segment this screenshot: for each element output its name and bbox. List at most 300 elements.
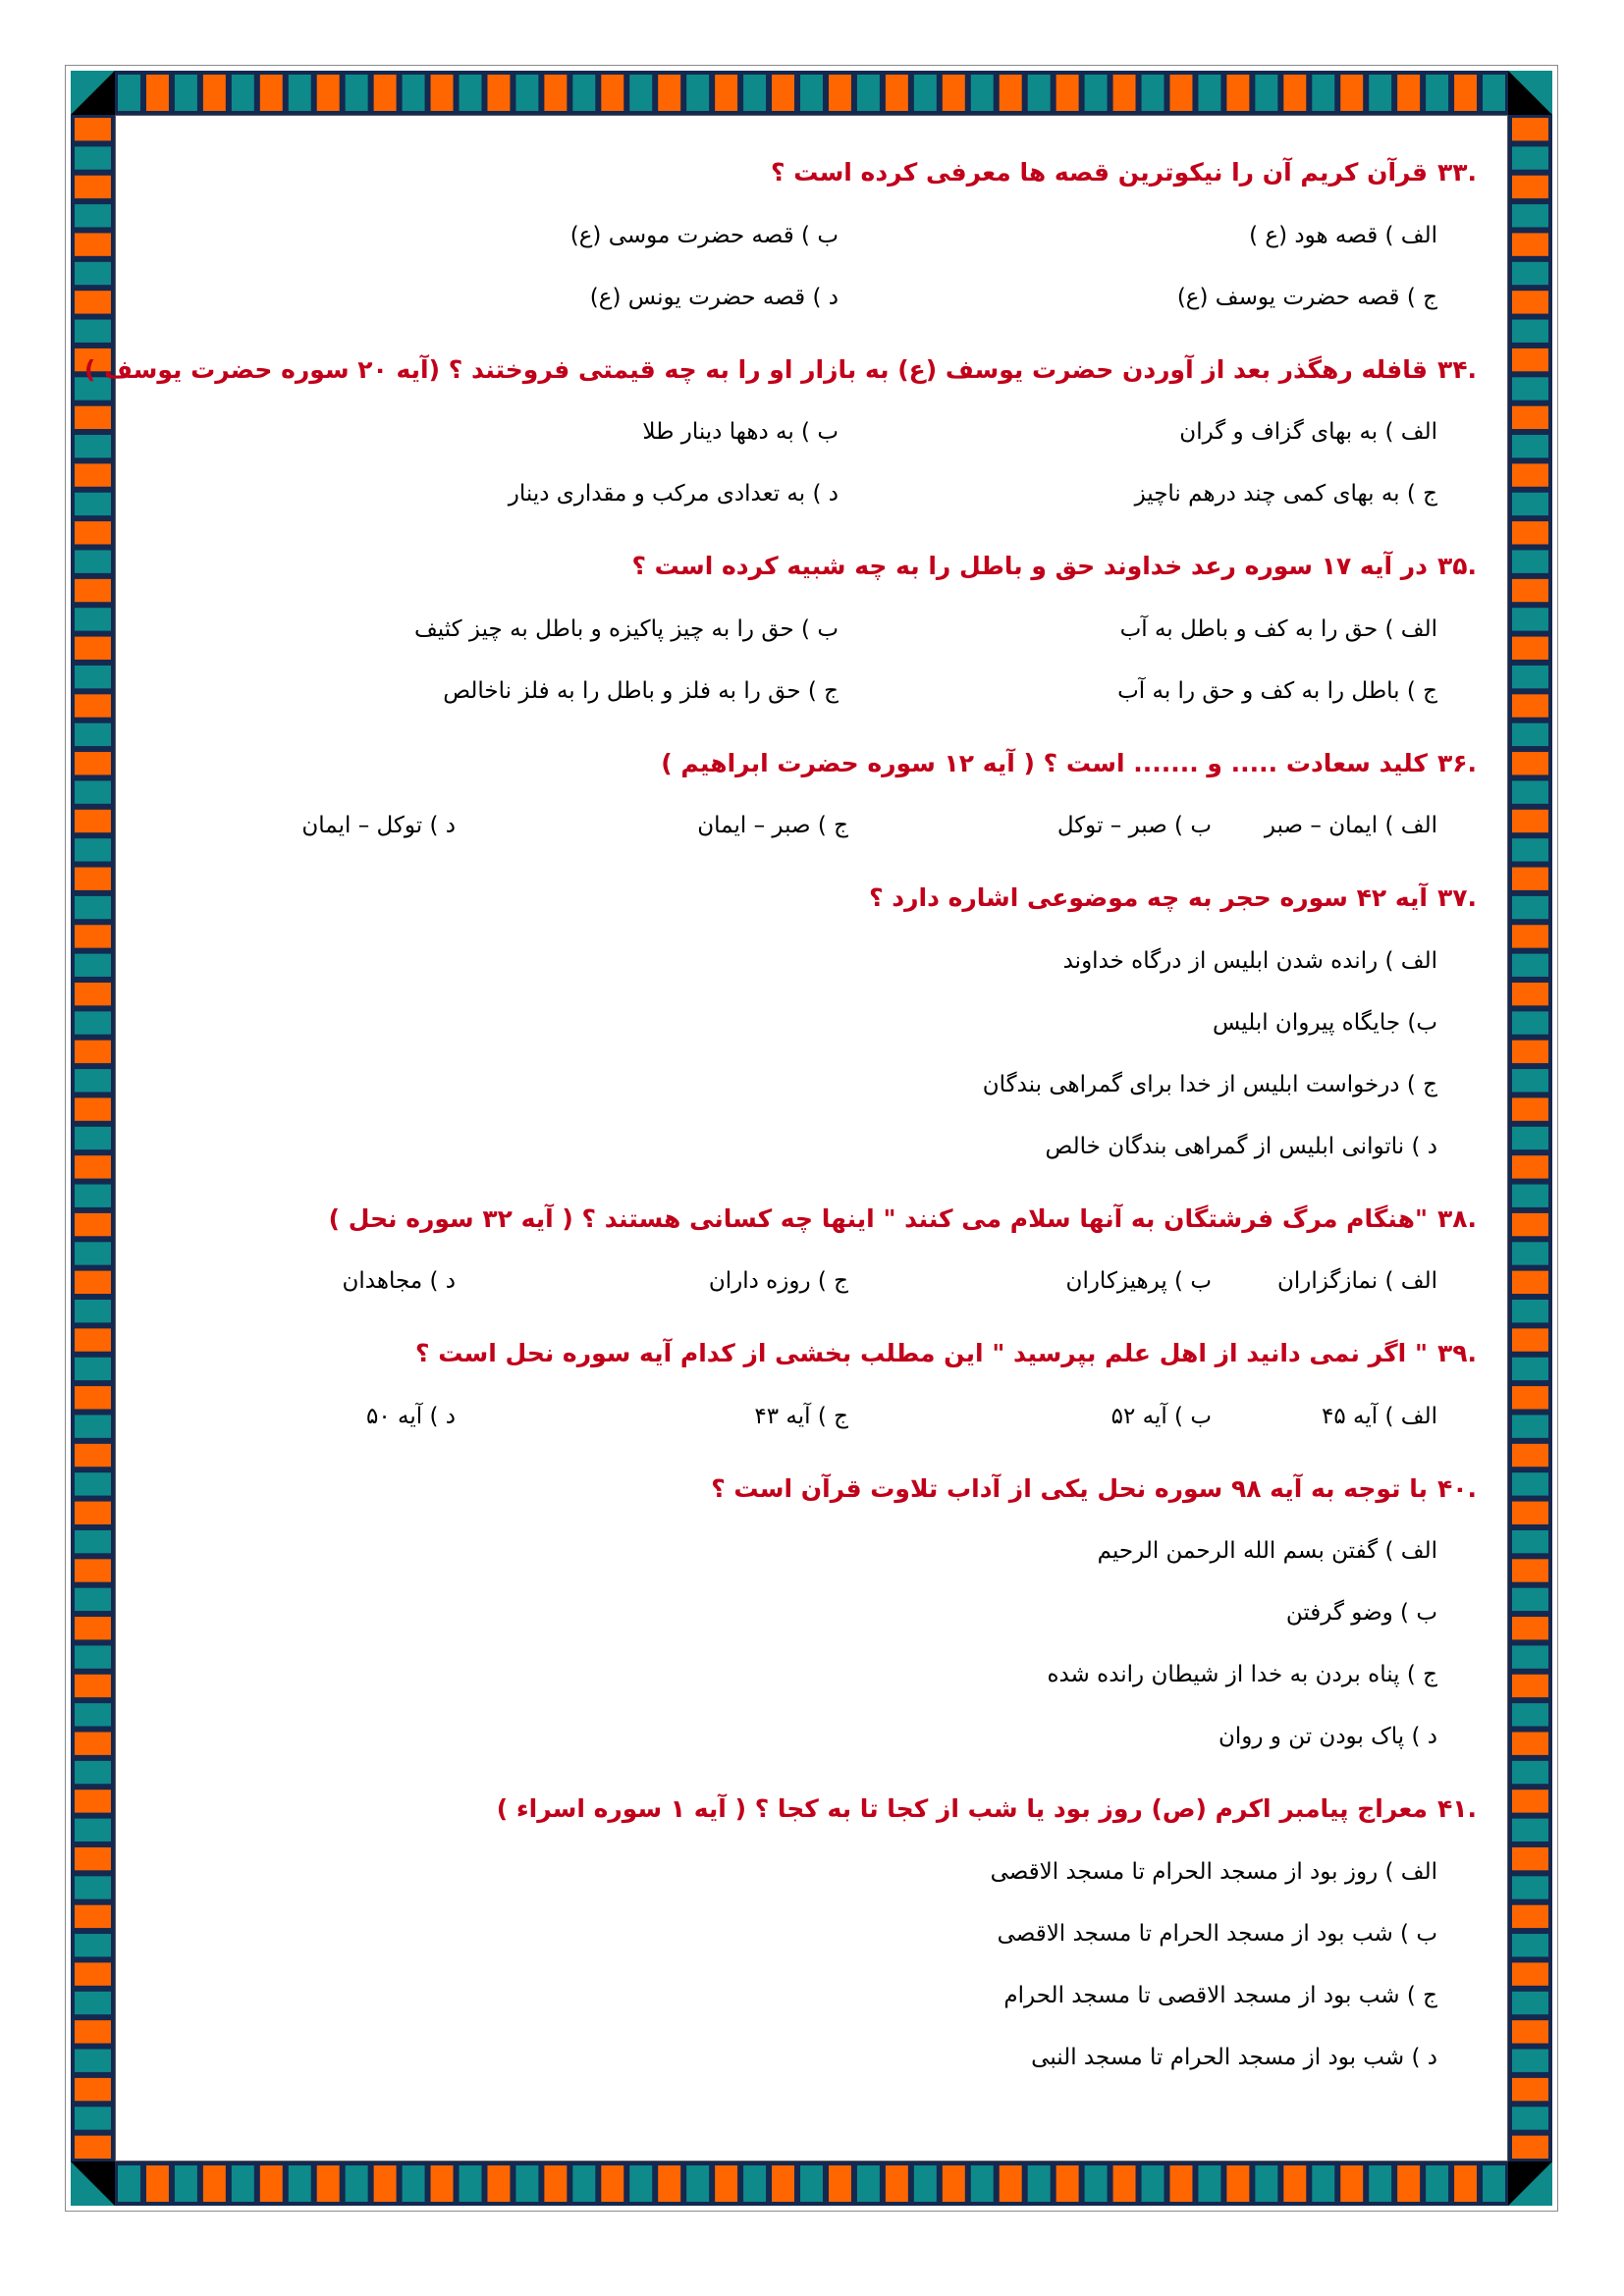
border-tile bbox=[1511, 376, 1549, 400]
border-tile bbox=[1511, 405, 1549, 430]
border-tile bbox=[1141, 74, 1165, 112]
border-tile bbox=[430, 2164, 455, 2203]
answer-option[interactable]: الف ) به بهای گزاف و گران bbox=[1179, 419, 1437, 445]
answer-option[interactable]: د ) ناتوانی ابلیس از گمراهی بندگان خالص bbox=[1045, 1133, 1437, 1159]
border-tile bbox=[1511, 1674, 1549, 1698]
answer-option[interactable]: الف ) گفتن بسم الله الرحمن الرحیم bbox=[1097, 1538, 1437, 1564]
answer-option[interactable]: ج ) صبر – ایمان bbox=[697, 813, 848, 838]
border-tile bbox=[74, 1760, 112, 1785]
border-tile bbox=[316, 2164, 341, 2203]
border-tile bbox=[1511, 145, 1549, 170]
answer-option[interactable]: ج ) آیه ۴۳ bbox=[754, 1403, 848, 1429]
answer-option[interactable]: د ) پاک بودن تن و روان bbox=[1218, 1724, 1437, 1749]
border-tile bbox=[1511, 1010, 1549, 1035]
option-row bbox=[147, 219, 1477, 281]
border-tile bbox=[402, 74, 426, 112]
answer-option[interactable]: ب ) آیه ۵۲ bbox=[1110, 1403, 1212, 1429]
border-tile bbox=[74, 1616, 112, 1640]
border-tile bbox=[74, 1818, 112, 1842]
border-tile bbox=[742, 2164, 767, 2203]
border-tile bbox=[74, 1385, 112, 1410]
border-tile bbox=[74, 1587, 112, 1612]
answer-option[interactable]: د ) توکل – ایمان bbox=[301, 813, 456, 838]
answer-option[interactable]: الف ) نمازگزاران bbox=[1276, 1268, 1437, 1294]
border-tile bbox=[74, 1212, 112, 1237]
question-title bbox=[147, 157, 1477, 189]
question bbox=[147, 882, 1477, 1203]
border-tile bbox=[1511, 2049, 1549, 2073]
border-tile bbox=[459, 74, 483, 112]
question-number: .۳۶ bbox=[1436, 748, 1477, 777]
border-tile bbox=[1311, 2164, 1335, 2203]
border-tile bbox=[1511, 261, 1549, 286]
question-number: .۴۱ bbox=[1436, 1794, 1477, 1823]
answer-option[interactable]: ب ) حق را به چیز پاکیزه و باطل به چیز کثیف bbox=[413, 615, 839, 642]
border-tile bbox=[74, 232, 112, 256]
border-tile bbox=[913, 2164, 938, 2203]
border-tile bbox=[74, 1674, 112, 1698]
border-tile bbox=[117, 74, 141, 112]
border-tile bbox=[74, 982, 112, 1006]
answer-options bbox=[147, 613, 1477, 736]
question bbox=[147, 551, 1477, 748]
border-tile bbox=[1511, 1385, 1549, 1410]
border-tile bbox=[1511, 1789, 1549, 1813]
border-tile bbox=[771, 2164, 795, 2203]
border-tile bbox=[1339, 2164, 1364, 2203]
answer-option[interactable]: د ) شب بود از مسجد الحرام تا مسجد النبی bbox=[1031, 2044, 1437, 2070]
border-tile bbox=[74, 751, 112, 775]
border-tile bbox=[1511, 1875, 1549, 1899]
border-tile bbox=[74, 145, 112, 170]
border-tile bbox=[1511, 1587, 1549, 1612]
border-tile bbox=[74, 1501, 112, 1525]
answer-option[interactable]: د ) مجاهدان bbox=[342, 1268, 456, 1294]
answer-option[interactable]: ب ) قصه حضرت موسی (ع) bbox=[569, 222, 839, 248]
border-tile bbox=[1511, 347, 1549, 372]
border-tile bbox=[1482, 74, 1506, 112]
border-tile bbox=[288, 74, 312, 112]
border-tile bbox=[1511, 434, 1549, 458]
border-tile bbox=[543, 2164, 568, 2203]
border-tile bbox=[202, 74, 227, 112]
border-tile bbox=[856, 74, 881, 112]
answer-option[interactable]: ج ) شب بود از مسجد الاقصی تا مسجد الحرام bbox=[1003, 1982, 1437, 2008]
answer-option[interactable]: ج ) حق را به فلز و باطل را به فلز ناخالص bbox=[443, 677, 839, 704]
question-title bbox=[147, 551, 1477, 583]
question-title bbox=[147, 1793, 1477, 1826]
border-tile bbox=[1112, 74, 1137, 112]
border-tile bbox=[74, 434, 112, 458]
border-tile bbox=[74, 1644, 112, 1669]
question-title bbox=[147, 1338, 1477, 1370]
border-tile bbox=[942, 74, 966, 112]
border-tile bbox=[174, 2164, 198, 2203]
border-tile bbox=[74, 867, 112, 891]
border-tile bbox=[1112, 2164, 1137, 2203]
border-tile bbox=[1511, 1471, 1549, 1496]
border-tile bbox=[1511, 1068, 1549, 1093]
border-tile bbox=[799, 2164, 824, 2203]
border-tile bbox=[1368, 74, 1392, 112]
border-tile bbox=[1511, 1732, 1549, 1756]
border-tile bbox=[571, 74, 596, 112]
answer-options bbox=[147, 944, 1477, 1192]
answer-option[interactable]: ب ) شب بود از مسجد الحرام تا مسجد الاقصی bbox=[997, 1920, 1437, 1947]
question bbox=[147, 157, 1477, 354]
border-tile bbox=[202, 2164, 227, 2203]
answer-option[interactable]: ج ) پناه بردن به خدا از شیطان رانده شده bbox=[1047, 1662, 1437, 1687]
question-text: آیه ۴۲ سوره حجر به چه موضوعی اشاره دارد ؟ bbox=[869, 883, 1428, 912]
border-tile bbox=[74, 1299, 112, 1323]
border-tile bbox=[1511, 982, 1549, 1006]
answer-option[interactable]: الف ) روز بود از مسجد الحرام تا مسجد الاقصی bbox=[990, 1858, 1437, 1885]
border-tile bbox=[74, 117, 112, 141]
border-tile bbox=[74, 953, 112, 978]
border-tile bbox=[742, 74, 767, 112]
border-tile bbox=[74, 2049, 112, 2073]
border-tile bbox=[1511, 1040, 1549, 1064]
answer-option[interactable]: ب) جایگاه پیروان ابلیس bbox=[1212, 1009, 1437, 1036]
answer-option[interactable]: الف ) حق را به کف و باطل به آب bbox=[1119, 615, 1437, 642]
border-tile bbox=[1511, 953, 1549, 978]
answer-option[interactable]: د ) آیه ۵۰ bbox=[366, 1403, 456, 1429]
answer-option[interactable]: ب ) وضو گرفتن bbox=[1285, 1600, 1437, 1626]
border-tile bbox=[1425, 74, 1449, 112]
question-list bbox=[83, 157, 1477, 2114]
border-tile bbox=[1511, 1443, 1549, 1468]
border-tile bbox=[74, 809, 112, 833]
border-tile bbox=[74, 1010, 112, 1035]
border-tile bbox=[430, 74, 455, 112]
border-tile bbox=[74, 405, 112, 430]
question-number: .۳۵ bbox=[1436, 552, 1477, 580]
answer-option[interactable]: ج ) باطل را به کف و حق را به آب bbox=[1117, 677, 1437, 704]
border-tile bbox=[970, 74, 995, 112]
border-tile bbox=[1511, 1414, 1549, 1438]
border-tile bbox=[74, 924, 112, 948]
question bbox=[147, 1793, 1477, 2114]
border-tile bbox=[74, 2135, 112, 2160]
answer-options bbox=[147, 219, 1477, 343]
border-tile bbox=[74, 1126, 112, 1150]
border-tile bbox=[74, 837, 112, 862]
border-tile bbox=[1511, 665, 1549, 689]
question-title bbox=[147, 882, 1477, 915]
border-tile bbox=[486, 2164, 511, 2203]
border-tile bbox=[1482, 2164, 1506, 2203]
answer-option[interactable]: د ) به تعدادی مرکب و مقداری دینار bbox=[508, 481, 839, 507]
border-tile bbox=[1511, 809, 1549, 833]
answer-option[interactable]: د ) قصه حضرت یونس (ع) bbox=[589, 284, 839, 310]
border-tile bbox=[1511, 1760, 1549, 1785]
border-tile bbox=[1511, 1846, 1549, 1871]
border-tile bbox=[714, 74, 738, 112]
border-tile bbox=[1282, 74, 1307, 112]
border-tile bbox=[600, 2164, 624, 2203]
border-tile bbox=[1225, 74, 1250, 112]
border-tile bbox=[1254, 74, 1278, 112]
border-tile bbox=[1027, 2164, 1052, 2203]
border-tile bbox=[1511, 1818, 1549, 1842]
border-tile bbox=[145, 74, 170, 112]
border-tile bbox=[459, 2164, 483, 2203]
border-tile bbox=[74, 1732, 112, 1756]
border-tile bbox=[1511, 1702, 1549, 1727]
question-text: "هنگام مرگ فرشتگان به آنها سلام می کنند " اینها چه کسانی هستند ؟ ( آیه ۳۲ سوره نحل ) bbox=[328, 1203, 1428, 1233]
border-tile bbox=[74, 1961, 112, 1986]
border-tile bbox=[74, 290, 112, 314]
border-tile bbox=[74, 722, 112, 747]
border-tile bbox=[1511, 1529, 1549, 1554]
border-tile bbox=[145, 2164, 170, 2203]
question-title bbox=[147, 748, 1477, 780]
border-tile bbox=[1425, 2164, 1449, 2203]
border-tile bbox=[1396, 74, 1421, 112]
question-number: .۳۷ bbox=[1436, 883, 1477, 912]
option-row bbox=[147, 674, 1477, 736]
border-tile bbox=[1511, 2019, 1549, 2044]
border-tile bbox=[74, 2106, 112, 2130]
border-tile bbox=[543, 74, 568, 112]
border-tile bbox=[1511, 867, 1549, 891]
border-tile bbox=[74, 1471, 112, 1496]
border-tile bbox=[74, 1154, 112, 1179]
border-tile bbox=[1511, 2077, 1549, 2102]
border-tile bbox=[1056, 74, 1080, 112]
border-tile bbox=[74, 520, 112, 545]
border-tile bbox=[1511, 290, 1549, 314]
border-tile bbox=[74, 1904, 112, 1929]
border-tile bbox=[288, 2164, 312, 2203]
border-tile bbox=[1511, 1327, 1549, 1352]
question-number: .۳۴ bbox=[1436, 354, 1477, 384]
border-tile bbox=[117, 2164, 141, 2203]
border-tile bbox=[74, 1270, 112, 1295]
border-tile bbox=[74, 693, 112, 718]
border-tile bbox=[1168, 74, 1193, 112]
answer-option[interactable]: الف ) رانده شدن ابلیس از درگاه خداوند bbox=[1062, 947, 1437, 974]
border-tile bbox=[1511, 636, 1549, 661]
border-tile bbox=[1027, 74, 1052, 112]
border-tile bbox=[345, 74, 369, 112]
border-tile bbox=[1511, 1501, 1549, 1525]
border-tile bbox=[1511, 693, 1549, 718]
question-number: .۳۸ bbox=[1436, 1203, 1477, 1233]
border-tile bbox=[970, 2164, 995, 2203]
border-tile bbox=[1511, 1154, 1549, 1179]
border-tile bbox=[74, 607, 112, 631]
border-tile bbox=[373, 2164, 398, 2203]
border-tile bbox=[74, 578, 112, 603]
border-tile bbox=[1511, 2135, 1549, 2160]
border-tile bbox=[74, 1068, 112, 1093]
border-tile bbox=[74, 261, 112, 286]
question-text: کلید سعادت ..... و ....... است ؟ ( آیه ۱۲ سوره حضرت ابراهیم ) bbox=[661, 748, 1428, 777]
answer-option[interactable]: الف ) آیه ۴۵ bbox=[1322, 1403, 1437, 1429]
border-tile bbox=[1511, 1991, 1549, 2015]
question bbox=[147, 1338, 1477, 1473]
border-tile bbox=[1168, 2164, 1193, 2203]
border-tile bbox=[885, 74, 909, 112]
border-tile bbox=[74, 665, 112, 689]
answer-option[interactable]: ب ) به دهها دینار طلا bbox=[642, 419, 839, 445]
border-tile bbox=[1511, 1933, 1549, 1957]
answer-option[interactable]: ب ) پرهیزکاران bbox=[1065, 1268, 1212, 1294]
border-tile bbox=[74, 779, 112, 804]
answer-option[interactable]: ج ) به بهای کمی چند درهم ناچیز bbox=[1134, 481, 1437, 507]
border-tile bbox=[999, 74, 1023, 112]
answer-options bbox=[147, 1534, 1477, 1782]
border-tile bbox=[1511, 175, 1549, 199]
border-tile bbox=[828, 2164, 852, 2203]
border-tile bbox=[259, 74, 284, 112]
border-tile bbox=[402, 2164, 426, 2203]
border-tile bbox=[1197, 2164, 1221, 2203]
answer-option[interactable]: الف ) قصه هود (ع ) bbox=[1249, 222, 1437, 248]
answer-option[interactable]: ب ) صبر – توکل bbox=[1056, 813, 1212, 838]
border-tile bbox=[1511, 232, 1549, 256]
border-tile bbox=[1511, 1961, 1549, 1986]
border-tile bbox=[657, 2164, 681, 2203]
border-tile bbox=[685, 74, 710, 112]
border-tile bbox=[74, 1846, 112, 1871]
border-tile bbox=[1511, 520, 1549, 545]
border-tile bbox=[74, 1327, 112, 1352]
border-tile bbox=[1197, 74, 1221, 112]
border-tile bbox=[1254, 2164, 1278, 2203]
border-tile bbox=[345, 2164, 369, 2203]
answer-options bbox=[147, 1264, 1477, 1326]
border-tile bbox=[1511, 492, 1549, 516]
border-tile bbox=[74, 1702, 112, 1727]
border-tile bbox=[1311, 74, 1335, 112]
border-tile bbox=[74, 1875, 112, 1899]
border-tile bbox=[1511, 1558, 1549, 1582]
question-number: .۳۹ bbox=[1436, 1339, 1477, 1367]
border-tile bbox=[1282, 2164, 1307, 2203]
border-tile bbox=[1511, 1299, 1549, 1323]
border-tile bbox=[771, 74, 795, 112]
border-tile bbox=[1511, 1270, 1549, 1295]
answer-option[interactable]: ج ) درخواست ابلیس از خدا برای گمراهی بندگان bbox=[982, 1071, 1437, 1097]
border-tile bbox=[856, 2164, 881, 2203]
border-tile bbox=[1368, 2164, 1392, 2203]
border-tile bbox=[1511, 837, 1549, 862]
border-tile bbox=[1511, 779, 1549, 804]
question bbox=[147, 1473, 1477, 1794]
border-tile bbox=[74, 492, 112, 516]
border-tile bbox=[1225, 2164, 1250, 2203]
border-tile bbox=[628, 2164, 653, 2203]
question bbox=[147, 1203, 1477, 1339]
border-tile bbox=[628, 74, 653, 112]
question bbox=[83, 354, 1477, 552]
answer-option[interactable]: الف ) ایمان – صبر bbox=[1264, 813, 1437, 838]
border-tile bbox=[1453, 74, 1478, 112]
question-text: در آیه ۱۷ سوره رعد خداوند حق و باطل را به چه شبیه کرده است ؟ bbox=[631, 552, 1428, 580]
border-tile bbox=[373, 74, 398, 112]
border-tile bbox=[1511, 607, 1549, 631]
answer-options bbox=[147, 1855, 1477, 2103]
border-tile bbox=[1056, 2164, 1080, 2203]
border-tile bbox=[1511, 751, 1549, 775]
option-row bbox=[147, 477, 1477, 539]
border-tile bbox=[74, 549, 112, 573]
question-text: " اگر نمی دانید از اهل علم بپرسید " این مطلب بخشی از کدام آیه سوره نحل است ؟ bbox=[414, 1339, 1428, 1367]
border-tile bbox=[74, 1040, 112, 1064]
border-tile bbox=[1511, 1212, 1549, 1237]
border-tile bbox=[74, 1933, 112, 1957]
border-tile bbox=[74, 1789, 112, 1813]
border-tile bbox=[1511, 549, 1549, 573]
border-tile bbox=[1511, 203, 1549, 228]
border-tile bbox=[942, 2164, 966, 2203]
border-tile bbox=[486, 74, 511, 112]
border-tile bbox=[1511, 1241, 1549, 1265]
border-tile bbox=[1511, 1357, 1549, 1381]
border-tile bbox=[74, 1241, 112, 1265]
border-tile bbox=[1511, 924, 1549, 948]
border-tile bbox=[828, 74, 852, 112]
question-title bbox=[147, 1473, 1477, 1506]
border-tile bbox=[74, 175, 112, 199]
border-tile bbox=[74, 1184, 112, 1208]
option-row bbox=[147, 613, 1477, 674]
border-tile bbox=[259, 2164, 284, 2203]
option-row bbox=[147, 809, 1477, 871]
answer-option[interactable]: ج ) روزه داران bbox=[708, 1268, 848, 1294]
border-tile bbox=[74, 319, 112, 344]
border-tile bbox=[1084, 2164, 1109, 2203]
border-tile bbox=[1511, 1126, 1549, 1150]
border-tile bbox=[1511, 1096, 1549, 1121]
answer-option[interactable]: ج ) قصه حضرت یوسف (ع) bbox=[1176, 284, 1437, 310]
option-row bbox=[147, 281, 1477, 343]
border-tile bbox=[657, 74, 681, 112]
border-tile bbox=[74, 895, 112, 920]
border-tile bbox=[571, 2164, 596, 2203]
border-tile bbox=[1511, 462, 1549, 487]
border-tile bbox=[1511, 722, 1549, 747]
border-tile bbox=[74, 1096, 112, 1121]
border-tile bbox=[1511, 1616, 1549, 1640]
border-tile bbox=[1141, 2164, 1165, 2203]
question-number: .۴۰ bbox=[1436, 1473, 1477, 1503]
border-tile bbox=[1511, 319, 1549, 344]
question-title bbox=[147, 1203, 1477, 1236]
border-tile bbox=[885, 2164, 909, 2203]
border-tile bbox=[74, 1414, 112, 1438]
border-tile bbox=[714, 2164, 738, 2203]
border-tile bbox=[231, 74, 255, 112]
border-tile bbox=[231, 2164, 255, 2203]
border-tile bbox=[74, 1357, 112, 1381]
question-text: با توجه به آیه ۹۸ سوره نحل یکی از آداب تلاوت قرآن است ؟ bbox=[711, 1473, 1428, 1503]
border-tile bbox=[1511, 2106, 1549, 2130]
border-tile bbox=[174, 74, 198, 112]
option-row bbox=[147, 1400, 1477, 1462]
border-tile bbox=[1339, 74, 1364, 112]
option-row bbox=[147, 1264, 1477, 1326]
border-tile bbox=[799, 74, 824, 112]
border-tile bbox=[74, 2077, 112, 2102]
border-tile bbox=[600, 74, 624, 112]
border-tile bbox=[1511, 1184, 1549, 1208]
question-text: قرآن کریم آن را نیکوترین قصه ها معرفی کرده است ؟ bbox=[771, 158, 1428, 187]
question-number: .۳۳ bbox=[1436, 158, 1477, 187]
border-tile bbox=[514, 2164, 539, 2203]
